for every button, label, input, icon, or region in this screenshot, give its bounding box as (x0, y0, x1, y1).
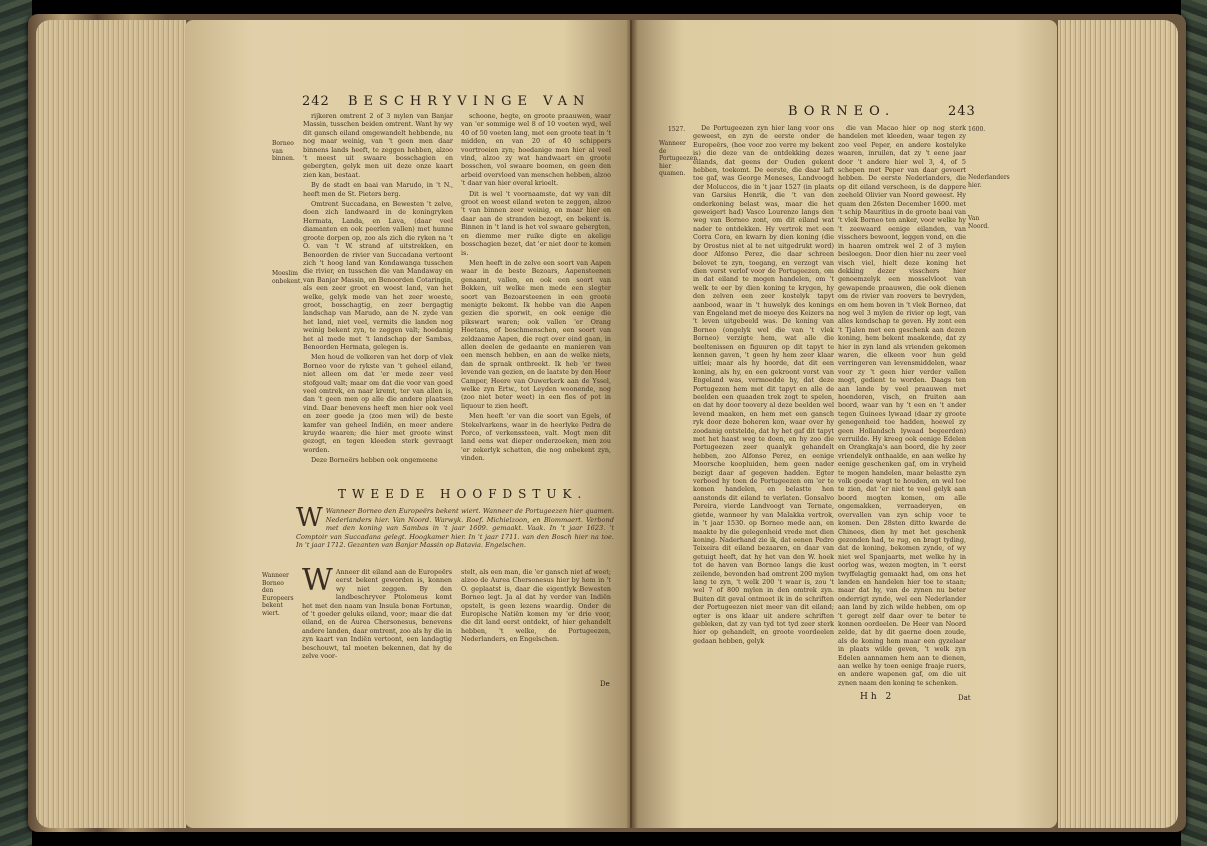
drop-cap: W (296, 507, 323, 533)
page-stack-left (36, 20, 186, 828)
signature-mark: Hh 2 (860, 692, 895, 702)
chapter-summary-text: Wanneer Borneo den Europeërs bekent wiert. Wanneer de Portugeezen hier quamen. Nederlanders hier. Van Noord. Warwyk. Roef. Michielzoon, en Blommaert. Verbond met den koning van Sambas in 't jaar 1609. gemaakt. Vaak. In 't jaar 1623. 't Comptoir van Succadana gelegt. Hoogkamer hier. In 't jaar 1711. van den Bosch hier na toe. In 't jaar 1712. Gezanten van Banjar Massin op Batavia. Engelschen. (296, 507, 614, 550)
chapter-summary (296, 507, 614, 565)
paragraph: By de stadt en baai van Marudo, in 't N., heeft men de St. Pieters berg. (303, 181, 453, 198)
book-gutter (626, 20, 638, 828)
paragraph: De Portugeezen zyn hier lang voor ons geweest, en zyn de eerste onder de Europeërs, (hoe voor zoo verre my bekent is) die deze van de ontdekking dezes eilands, dat geens der Ouden gekent hebben, toekomt. De eerste, die daar laft toe gaf, was George Meneses, Landvoogd der Moluccos, die in 't jaar 1527 (in plaats van Garsius Henrik, die 't van den onderkoning belast was, maar die het geweigert had) Vasco Lourenzo langs den weg van Borneo zont, om dit eiland wat nader te ontdekken. Hy vertrok met een Corra Cora, en kwarn by dien koning (die by Orostus niet al te net uitgedrukt word) door Alfonso Perez, die daar schreen belovet te zyn, toegang, en verzogt van dien vorst verlof voor de Portugeezen, om in dat eiland te mogen handelen, om 't welk te eer by dien koning te krygen, hy den zelven een zeer kostelyk tapyt aanbood, waar in 't huwelyk des konings van Engeland met de moeye des Keizers na 't leven uitgebeeld was. De koning van Borneo (ongelyk wel die van 't vlek Borneo) verzigte hem, wat alle die beeltenissen en figuuren op dit tapyt te kennen gaven, 't geen hy hem zeer klaar uitlei; maar als hy hoorde, dat dit een koning, als hy, en een gekroont vorst van Engeland was, vermoedde hy, dat deze Portugezen hem met dit tapyt en alle de beelden een quaaden trek zogt te spelen, en dat hy door toovery al deze beelden wel levend maaken, en hem met een gansch ryk door deze boheren kon, waar over hy zoodanig ontstelde, dat hy het gaf dit tapyt met het haast weg te doen, en hy zoo die Portugeezen zeer quaalyk gehandelt hebben, zoo Alfonso Perez, en eenige Moorsche koopluiden, hem geen nader bezigt daar af gegeven hadden. Egter verboed hy toen de Portugeezen om 'er te komen handelen, en belastte hen aanstonds dit eiland te verlaten. Gonsalvo Pereira, vierde Landvoogt van Ternate, gietde, wanneer hy van Malakka vertrok, in 't jaar 1530. op Borneo mede aan, en maakte by die gelegenheid vrede met dien koning. Naderhand zie ik, dat eenen Pedro Teixeira dit eiland bezaaren, en daar van getuigt heeft, dat hy het van den W. hoek tot de haven van Borneo langs die kust zeilende, bevonden had omtrent 200 mylen lang te zyn, 't welk 200 't waar is, zou 't wel 7 of 800 mylen in den omtrek zyn. Buiten dit geval ontmoet ik in de schriften der Portugeezen niet meer van dit eiland; egter is ons klaar uit andere schriften gebleken, dat zy van tyd tot tyd zeer sterk hier op gehandelt, en groote voordeelen gedaan hebben, gelyk (693, 124, 834, 645)
paragraph: Men heeft in de zelve een soort van Aapen waar in de beste Bezoars, Aapensteenen genaamt, vallen, en ook een soort van Bokken, uit welke men mede een slegter soort van Bezoarsteenen in een groote menigte bekomt. Ik hebbe van die Aapen gezien die sporwit, en ook eenige die pikswart waren; ook vallen 'er Orang Hoetans, of boschmenschen, een soort van zeldzaame Aapen, die regt over eind gaan, in allen deelen de gedaante en manieren van een mensch hebben, en aan de welke niets, dan de spraak ontbreekt. Ik heb 'er twee levende van gezien, en de laatste by den Heer Camper, Heere van Ouwerkerk aan de Yssel, welke zyn Ertw., tot Leyden woonende, nog (zoo niet beter weet) in een fles of pot in liquour te zien heeft. (461, 258, 611, 410)
margin-note: Wanneer de Portugeezen hier quamen. (659, 140, 698, 177)
paragraph: Men houd de volkeren van het dorp of vlek Borneo voor de rykste van 't geheel eiland, niet alleen om dat 'er mede zeer veel stofgoud valt; maar om dat die voor van goed veel omtrek, en naar kremt, ter van allen is, dan 't geen men op alle die andere plaatsen vind. Daar benevens heeft men hier ook veel en zeer goede ja (zoo men wil) de beste kamfer van geheel Indiën, en meer andere kruyde waaren; die hier met groote winst gezogt, en tegen kleeden sterk gevraagt worden. (303, 353, 453, 454)
paragraph: stelt, als een man, die 'er gansch niet af weet; alzoo de Aurea Chersonesus hier by hem in 't O. geplaatst is, daar die eigentlyk Bewesten Borneo legt. Ja al dat hy verder van Indiën opstelt, is geen lezens waardig. Onder de Europische Natiën komen my 'er drie voor, die dit land eerst ontdekt, of hier gehandelt hebben, 't welke, de Portugeezen, Nederlanders, en Engelschen. (461, 568, 611, 644)
chapter-title: TWEEDE HOOFDSTUK. (338, 487, 588, 501)
page-number-right: 243 (948, 104, 976, 119)
paragraph: schoone, hegte, en groote praauwen, waar van 'er sommige wel 8 of 10 voeten wyd, wel 40 of 50 voeten lang, met een groote teat in 't midden, en van 20 of 40 schippers voortroeien zyn; hoedanige men hier al veel vind, alzoo zy wat handwaart en groote bosschen, vol swaare boomen, en geen den arbeid overvloed van menschen hebben, alzoo 't daar van hier overal krioelt. (461, 112, 611, 188)
text-column-right-1 (693, 124, 834, 686)
margin-note: Nederlanders hier. (968, 174, 1010, 189)
text-column-left-1 (303, 112, 453, 484)
catchword-right: Dat (958, 694, 971, 702)
paragraph: Omtrent Succadana, en Bewesten 't zelve, doen zich landwaard in de koningryken Hermata, Landa, en Lava, (daar veel diamanten en ook peerlen vallen) met hunne groote dorpen op, zoo als zich die ryken na 't O. van 't W. strand af uitstrekken, en Benoorden de rivier van Succadana vertoont zich 't hoog land van Kondawanga tusschen die rivier, en tusschen die van Mandaway en van Banjar Massin, en Benoorden Cotaringin, als een zeer groot en woest land, van het welke, gelyk mede van het zeer woeste, groot, bosschagtig, en zeer bergagtig landschap van Marudo, aan de N. zyde van het land, niet veel, vermits die landen nog weinig bekent zyn, te zeggen valt; hoedanig het al mede met 't landschap der Sambas, Benoorden Hermata, gelegen is. (303, 200, 453, 351)
body-column-left-2 (461, 568, 611, 680)
running-head-right: BORNEO. (788, 104, 896, 119)
margin-note: Borneo van binnen. (272, 140, 295, 162)
margin-note: 1600. (968, 126, 986, 133)
drop-cap: W (302, 568, 333, 598)
page-stack-right (1058, 20, 1178, 828)
catchword-left: De (600, 680, 610, 688)
paragraph: die van Macao hier op nog sterk handelen met kleeden, waar tegen zy zoo veel Peper, en andere kostelyke waaren, inruilen, dat zy 't eene jaar door 't andere hier wel 3, 4, of 5 schepen met Peper van daar gevoert hebben. De eerste Nederlanders, die op dit eiland verscheen, is de dappere zeeheld Olivier van Noord geweest. Hy quam den 26sten December 1600. met 't schip Mauritius in de groote baai van 't vlek Borneo ten anker, voor welke hy 't zeewaard eenige eilanden, van visschers bewoont, leggen vond, en die in haaren omtrek wel 2 of 3 mylen besloegen. Door dien hier nu zeer veel visch viel, hielt deze koning het dekking dezer visschers hier genoemzelyk een mosselvloot van gewapende praauwen, die ook dienen om de rivier van roovers te bevryden, en om hem boven in 't vlek Borneo, dat nog wel 3 mylen de rivier op legt, van alles kondschap te geven. Hy zont een 't Tjalen met een geschenk aan dezen koning, hem bekent maakende, dat zy hier in zyn land als vrienden gekomen waren, die elkeen voor hun geld verringeren van levensmiddelen, waar voor zy 't geen hier verder vallen mogt, gedient te worden. Daags ten aan lande by veel praauwen met hoenderen, visch, en fruiten aan boord, waar van hy 't een en 't ander tegen Guinees lywaad (daar zy groote genegenheid toe hadden, hoewel zy geen Hollandsch lywaad begeerden) verruilde. Hy kreeg ook eenige Edelen en Orangkaja's aan boord, die hy zeer vriendelyk onthaalde, en aan welke hy eenige geschenken gaf, om in vryheid te mogen handelen, maar belastte zyn volk goede wagt te houden, en wel toe te zien, dat 'er niet te veel gelyk aan boord mogten komen, om alle ongemakken, verraaderyen, en overvallen van zyn schip voor te komen. Den 28sten ditto kwarde de Chinees, dien hy met het geschenk gezonden had, te rug, en bragt tyding, dat de koning, bekomen zynde, of wy niet wel Spanjaarts, met welke hy in oorlog was, wezen mogten, in 't eerst twyffelagtig gemaakt had, om ons het landen en handelen hier toe te staan; maar dat hy, van de zynen nu beter onderrigt zynde, wel een Nederlander aan land by zich wilde hebben, om op 't geregt zelf daar over te beter te konnen oordeelen. De Heer van Noord zelde, dat hy dit gaerne doen zoude, als de koning hem maar een gyzelaar in plaats wilde geven, 't welk zyn Edelen aannamen hem aan te dienen, aan welke hy toen eenige fraaje ruers, en andere wapenen gaf, om die uit zynen naam den koning te schenken. (838, 124, 966, 686)
page-number-left: 242 (302, 94, 330, 109)
running-head-left: BESCHRYVINGE VAN (348, 94, 591, 109)
paragraph: Men heeft 'er van die soort van Egels, of Stekelvarkens, waar in de heerlyke Pedra de Porco, of verkenssteen, valt. Mogt men dit land eens wat dieper onderzoeken, men zou 'er zekerlyk schatten, die nog onbekent zyn, vinden. (461, 412, 611, 463)
text-column-right-2 (838, 124, 966, 686)
margin-note: Van Noord. (968, 215, 990, 230)
margin-note: Moeslim onbekent. (272, 270, 303, 285)
margin-note: Wanneer Borneo den Europeers bekent wiert. (262, 572, 294, 617)
paragraph: Deze Borneërs hebben ook ongemeene (311, 456, 438, 465)
paragraph: Anneer dit eiland aan de Europeërs eerst bekent geworden is, konnen wy niet zeggen. By den landbeschryver Ptolomeus komt het met den naam van Insula bonæ Fortunæ, of 't goeder geluks eiland, voor; maar die dat eiland, en de Aurea Chersonesus, benevens andere landen, daar omtrent, zoo als hy die in zyn kaart van Indiën vertoont, een landagtig beschouwt, tal moeten bekennen, dat hy de zelve voor- (302, 568, 452, 661)
body-column-left-1 (302, 568, 452, 680)
paragraph: rijkeren omtrent 2 of 3 mylen van Banjar Massin, tusschen beiden omtrent. Want hy wy dit gansch eiland omgewandelt hebbende, nu nog maar weinig, van 't geen men daar binnens lands heeft, te zeggen hebben, alzoo 't meest uit swaare bosschagien en gebergten, gelyk men uit deze onze kaart zien kan, bestaat. (303, 112, 453, 179)
margin-note: 1527. (668, 126, 686, 133)
paragraph: Dit is wel 't voornaamste, dat wy van dit groot en woest eiland weten te zeggen, alzoo 't van binnen zeer weinig, en maar hier en daar aan de stranden bezogt, en bekent is. Binnen in 't land is het vol swaare gebergten, en diemme mer ruike digte en akelige bosschagien bezet, dat 'er niet door te komen is. (461, 189, 611, 257)
text-column-left-2 (461, 112, 611, 484)
